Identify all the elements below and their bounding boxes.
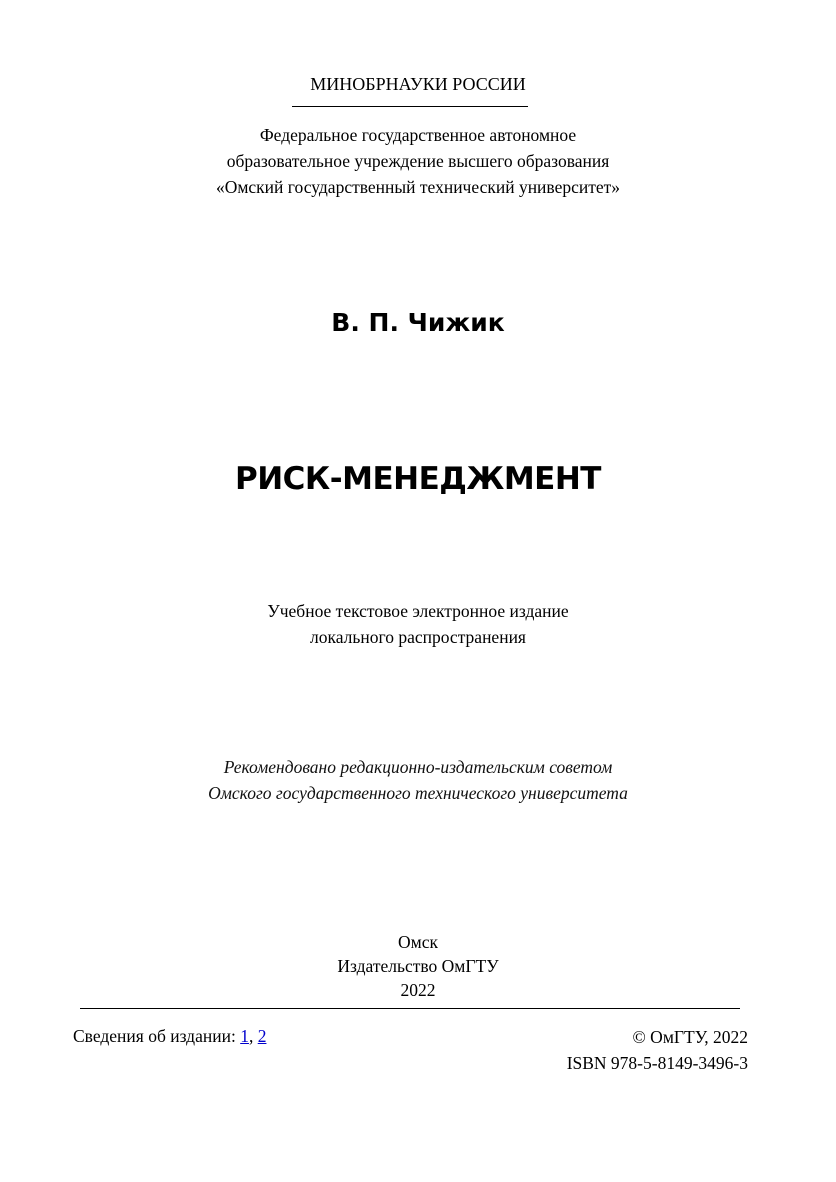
edition-line-1: Учебное текстовое электронное издание — [267, 601, 569, 621]
copyright-block — [567, 1024, 748, 1076]
edition-line-2: локального распространения — [310, 627, 526, 647]
author-name: В. П. Чижик — [331, 308, 505, 337]
imprint-publisher: Издательство ОмГТУ — [337, 956, 499, 976]
institution-line-3: «Омский государственный технический университет» — [215, 177, 621, 197]
copyright-text: © ОмГТУ, 2022 — [632, 1027, 748, 1047]
imprint — [0, 930, 836, 1002]
footer-divider — [80, 1008, 740, 1009]
ministry-heading: МИНОБРНАУКИ РОССИИ — [310, 74, 526, 94]
book-title: РИСК-МЕНЕДЖМЕНТ — [235, 461, 601, 497]
edition-info-link-2[interactable]: 2 — [257, 1026, 267, 1046]
edition-info-separator: , — [248, 1026, 254, 1046]
recommendation-line-2: Омского государственного технического университета — [208, 783, 628, 803]
institution-line-1: Федеральное государственное автономное — [259, 125, 577, 145]
isbn-text: ISBN 978-5-8149-3496-3 — [566, 1053, 748, 1073]
ministry-divider — [292, 106, 528, 107]
edition-info-link-1[interactable]: 1 — [240, 1026, 249, 1046]
institution-line-2: образовательное учреждение высшего образования — [226, 151, 610, 171]
imprint-year: 2022 — [400, 980, 436, 1000]
recommendation-note — [0, 754, 836, 806]
edition-type — [0, 598, 836, 650]
edition-info — [73, 1024, 266, 1048]
institution-name — [0, 122, 836, 200]
imprint-city: Омск — [398, 932, 438, 952]
edition-info-label: Сведения об издании: — [73, 1026, 236, 1046]
recommendation-line-1: Рекомендовано редакционно-издательским советом — [223, 757, 613, 777]
